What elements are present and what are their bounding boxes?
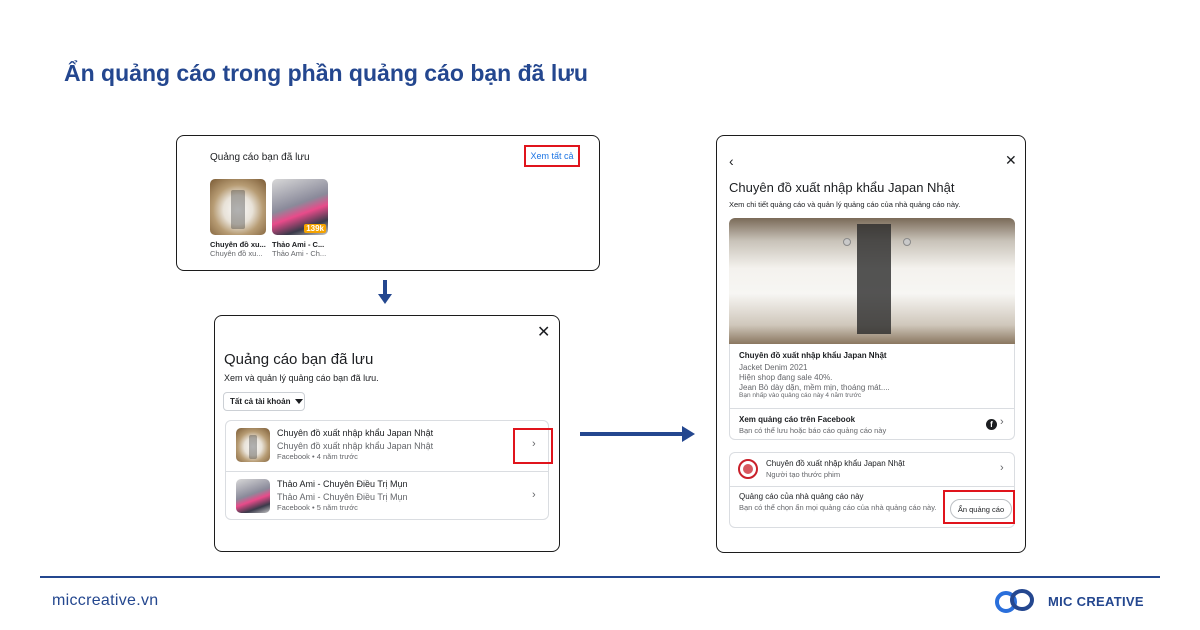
back-arrow-icon[interactable]: ‹ (729, 153, 734, 169)
saved-ads-heading: Quảng cáo bạn đã lưu (210, 152, 310, 163)
arrow-right-icon (580, 432, 684, 436)
ad-info-time: Bạn nhấp vào quảng cáo này 4 năm trước (739, 392, 862, 399)
shirt-print (857, 224, 891, 334)
detail-subtitle: Xem chi tiết quảng cáo và quản lý quảng cáo của nhà quảng cáo này. (729, 200, 961, 209)
advertiser-role: Người tạo thước phim (766, 470, 841, 479)
divider (730, 408, 1014, 409)
jacket-button (843, 238, 851, 246)
chevron-right-icon[interactable]: › (1000, 462, 1004, 474)
account-filter-label: Tất cả tài khoản (230, 397, 291, 406)
hide-ads-button[interactable]: Ẩn quảng cáo (950, 499, 1012, 519)
list-item[interactable] (226, 471, 548, 521)
dialog-title: Quảng cáo bạn đã lưu (224, 351, 374, 368)
ad-meta: Facebook • 5 năm trước (277, 503, 358, 512)
ad-info-body: Jacket Denim 2021 Hiện shop đang sale 40%. Jean Bò dày dặn, mềm mịn, thoáng mát.... (739, 363, 890, 392)
ad-info-title: Chuyên đồ xuất nhập khẩu Japan Nhật (739, 351, 887, 360)
highlight-hide-button (943, 490, 1015, 524)
view-on-facebook-link[interactable]: Xem quảng cáo trên Facebook (739, 415, 856, 424)
facebook-icon: f (986, 419, 997, 430)
footer-divider (40, 576, 1160, 578)
ad-thumbnail (236, 479, 270, 513)
chevron-right-icon[interactable]: › (532, 489, 536, 501)
account-filter-dropdown[interactable] (223, 392, 305, 411)
ad-meta: Facebook • 4 năm trước (277, 452, 358, 461)
ad-image (729, 218, 1015, 344)
list-item[interactable] (226, 421, 548, 471)
ad-title: Thảo Ami - Chuyên Điều Trị Mụn (277, 479, 408, 489)
highlight-chevron (513, 428, 553, 464)
divider (730, 486, 1014, 487)
footer-url: miccreative.vn (52, 592, 159, 609)
advertiser-avatar (738, 459, 758, 479)
chevron-right-icon[interactable]: › (1000, 416, 1004, 428)
advertiser-ads-title: Quảng cáo của nhà quảng cáo này (739, 492, 864, 501)
ad-advertiser: Thảo Ami - Chuyên Điều Trị Mụn (277, 492, 408, 502)
ad-advertiser: Chuyên đồ xuất nhập khẩu Japan Nhật (277, 441, 434, 451)
ad-detail-dialog (716, 135, 1026, 553)
saved-ad-caption-2: Thảo Ami - C... Thảo Ami - Ch... (272, 240, 327, 258)
dialog-subtitle: Xem và quản lý quảng cáo bạn đã lưu. (224, 373, 379, 383)
saved-ads-list (225, 420, 549, 520)
caret-down-icon (295, 399, 303, 404)
arrow-down-icon (383, 280, 387, 296)
saved-ads-widget (176, 135, 600, 271)
saved-ad-caption-1: Chuyên đồ xu... Chuyên đồ xu... (210, 240, 266, 258)
advertiser-ads-sub: Bạn có thể chọn ẩn mọi quảng cáo của nhà quảng cáo này. (739, 503, 937, 512)
view-on-facebook-sub: Bạn có thể lưu hoặc báo cáo quảng cáo này (739, 426, 887, 435)
advertiser-name[interactable]: Chuyên đồ xuất nhập khẩu Japan Nhật (766, 459, 905, 468)
brand-name: MIC CREATIVE (1048, 593, 1144, 609)
chevron-right-icon[interactable]: › (532, 438, 536, 450)
saved-ad-thumbnail-1[interactable] (210, 179, 266, 235)
advertiser-title: Chuyên đồ xuất nhập khẩu Japan Nhật (729, 180, 955, 195)
page-title: Ẩn quảng cáo trong phần quảng cáo bạn đã lưu (64, 60, 588, 86)
close-icon[interactable]: ✕ (1005, 152, 1017, 168)
saved-ads-dialog (214, 315, 560, 552)
close-icon[interactable]: ✕ (537, 324, 551, 341)
price-badge: 139k (306, 224, 324, 233)
ad-title: Chuyên đồ xuất nhập khẩu Japan Nhật (277, 428, 434, 438)
ad-info-box (729, 344, 1015, 440)
see-all-link[interactable]: Xem tất cả (524, 145, 580, 167)
jacket-button (903, 238, 911, 246)
ad-thumbnail (236, 428, 270, 462)
mic-creative-logo-icon (994, 588, 1040, 614)
brand (994, 588, 1144, 614)
saved-ad-thumbnail-2[interactable] (272, 179, 328, 235)
